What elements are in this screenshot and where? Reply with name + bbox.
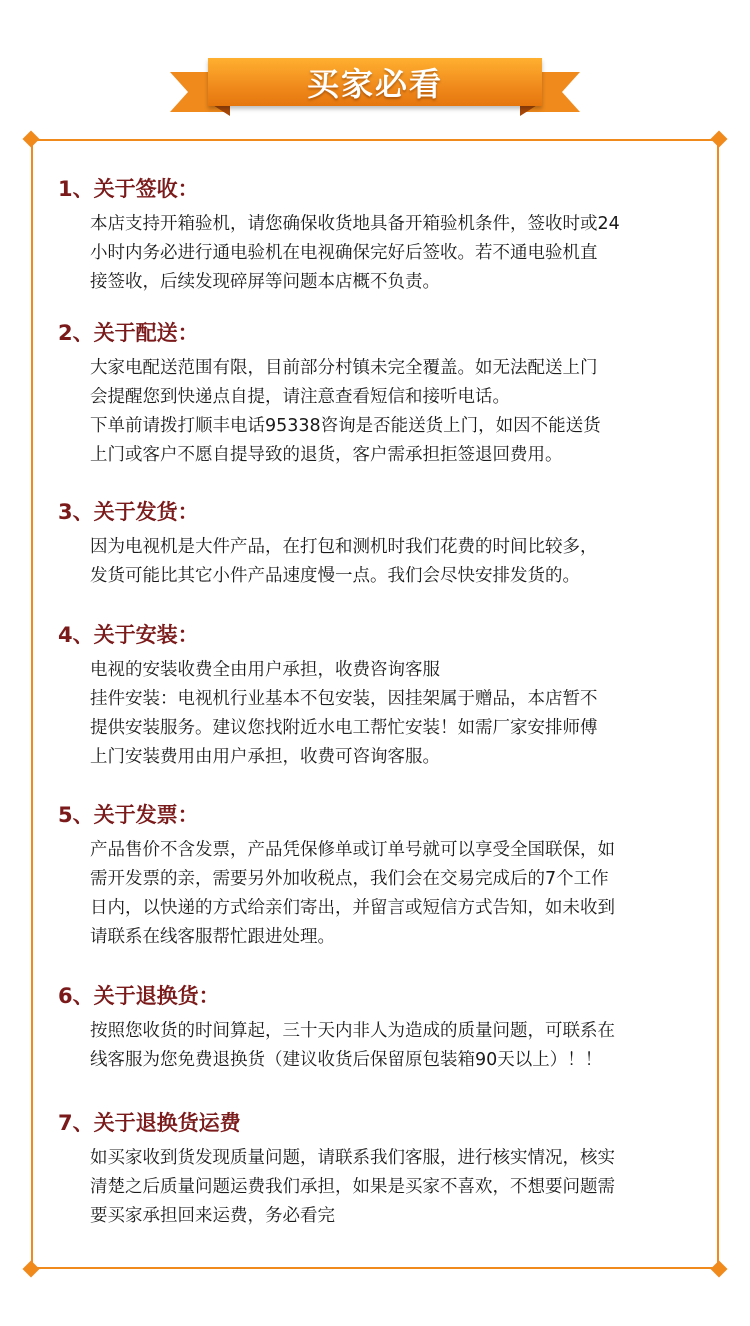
section-line: 要买家承担回来运费，务必看完 <box>90 1206 335 1226</box>
section-line: 清楚之后质量问题运费我们承担，如果是买家不喜欢，不想要问题需 <box>90 1177 615 1197</box>
section-title: 1、关于签收： <box>58 177 199 201</box>
section-delivery <box>58 318 708 470</box>
section-title: 3、关于发货： <box>58 500 199 524</box>
section-line: 因为电视机是大件产品，在打包和测机时我们花费的时间比较多， <box>90 537 598 557</box>
section-body <box>58 1144 708 1231</box>
section-body <box>58 1017 708 1075</box>
section-title: 2、关于配送： <box>58 321 199 345</box>
section-body <box>58 210 708 297</box>
section-signing <box>58 174 708 297</box>
section-line: 需开发票的亲，需要另外加收税点，我们会在交易完成后的7个工作 <box>90 869 609 889</box>
section-body <box>58 533 708 591</box>
section-line: 线客服为您免费退换货（建议收货后保留原包装箱90天以上）！！ <box>90 1050 603 1070</box>
section-shipping <box>58 497 708 591</box>
section-title: 7、关于退换货运费 <box>58 1111 241 1135</box>
page-title: 买家必看 <box>306 65 443 103</box>
section-line: 请联系在线客服帮忙跟进处理。 <box>90 927 335 947</box>
section-line: 电视的安装收费全由用户承担，收费咨询客服 <box>90 660 440 680</box>
section-body <box>58 836 708 952</box>
ribbon <box>208 58 542 106</box>
section-line: 上门安装费用由用户承担，收费可咨询客服。 <box>90 747 440 767</box>
section-line: 上门或客户不愿自提导致的退货，客户需承担拒签退回费用。 <box>90 445 563 465</box>
section-line: 本店支持开箱验机，请您确保收货地具备开箱验机条件，签收时或24 <box>90 214 620 234</box>
section-line: 如买家收到货发现质量问题，请联系我们客服，进行核实情况，核实 <box>90 1148 615 1168</box>
section-line: 下单前请拨打顺丰电话95338咨询是否能送货上门，如因不能送货 <box>90 416 601 436</box>
section-line: 产品售价不含发票，产品凭保修单或订单号就可以享受全国联保，如 <box>90 840 615 860</box>
header-banner <box>0 0 750 130</box>
section-line: 提供安装服务。建议您找附近水电工帮忙安装！如需厂家安排师傅 <box>90 718 598 738</box>
section-returns <box>58 981 708 1075</box>
section-return-shipping-fee <box>58 1108 708 1231</box>
section-line: 接签收，后续发现碎屏等问题本店概不负责。 <box>90 272 440 292</box>
section-line: 发货可能比其它小件产品速度慢一点。我们会尽快安排发货的。 <box>90 566 580 586</box>
section-title: 4、关于安装： <box>58 623 199 647</box>
section-line: 按照您收货的时间算起，三十天内非人为造成的质量问题，可联系在 <box>90 1021 615 1041</box>
section-body <box>58 656 708 772</box>
section-title: 5、关于发票： <box>58 803 199 827</box>
section-line: 大家电配送范围有限，目前部分村镇未完全覆盖。如无法配送上门 <box>90 358 598 378</box>
section-invoice <box>58 800 708 952</box>
section-installation <box>58 620 708 772</box>
section-title: 6、关于退换货： <box>58 984 220 1008</box>
section-line: 日内，以快递的方式给亲们寄出，并留言或短信方式告知，如未收到 <box>90 898 615 918</box>
section-line: 小时内务必进行通电验机在电视确保完好后签收。若不通电验机直 <box>90 243 598 263</box>
section-line: 会提醒您到快递点自提，请注意查看短信和接听电话。 <box>90 387 510 407</box>
section-body <box>58 354 708 470</box>
section-line: 挂件安装：电视机行业基本不包安装，因挂架属于赠品，本店暂不 <box>90 689 598 709</box>
